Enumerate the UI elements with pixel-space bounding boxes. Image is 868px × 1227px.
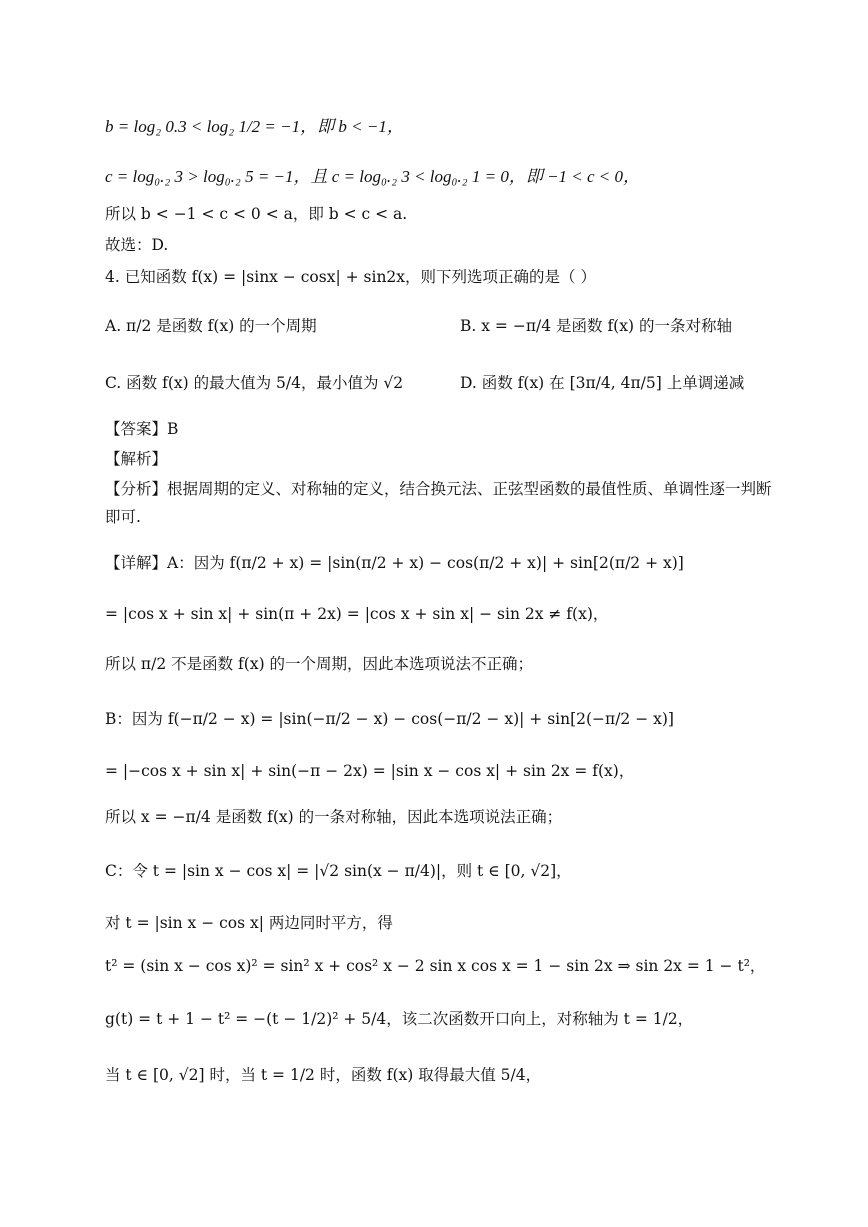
analysis-label: 【解析】 [105,450,168,468]
text-line: 当 t ∈ [0, √2] 时，当 t = 1/2 时，函数 f(x) 取得最大值 5/4， [105,1066,542,1084]
option-row [105,372,808,394]
text-line: c = log₀.₂ 3 > log₀.₂ 5 = −1，且 c = log₀.₂ 3 < log₀.₂ 1 = 0，即 −1 < c < 0， [105,167,641,186]
option-b: B. x = −π/4 是函数 f(x) 的一条对称轴 [460,317,732,335]
option-c: C. 函数 f(x) 的最大值为 5/4，最小值为 √2 [105,374,404,392]
text-line: 所以 π/2 不是函数 f(x) 的一个周期，因此本选项说法不正确； [105,655,534,673]
text-line: B：因为 f(−π/2 − x) = |sin(−π/2 − x) − cos(−π/2 − x)| + sin[2(−π/2 − x)] [105,710,674,728]
text-line: = |−cos x + sin x| + sin(−π − 2x) = |sin x − cos x| + sin 2x = f(x)， [105,762,635,780]
text-line: 所以 x = −π/4 是函数 f(x) 的一条对称轴，因此本选项说法正确； [105,808,563,826]
question-line: 4. 已知函数 f(x) = |sinx − cosx| + sin2x，则下列选项正确的是（ ） [105,268,596,286]
text-line: 故选：D. [105,236,169,254]
text-line: t² = (sin x − cos x)² = sin² x + cos² x − 2 sin x cos x = 1 − sin 2x ⇒ sin 2x = 1 − t²， [105,957,766,975]
text-line: = |cos x + sin x| + sin(π + 2x) = |cos x + sin x| − sin 2x ≠ f(x)， [105,605,609,623]
text-line: g(t) = t + 1 − t² = −(t − 1/2)² + 5/4，该二次函数开口向上，对称轴为 t = 1/2， [105,1010,694,1028]
text-line: 对 t = |sin x − cos x| 两边同时平方，得 [105,914,393,932]
option-a: A. π/2 是函数 f(x) 的一个周期 [105,317,317,335]
text-line: C：令 t = |sin x − cos x| = |√2 sin(x − π/4)|，则 t ∈ [0, √2]， [105,862,572,880]
text-line: 即可. [105,508,141,526]
option-d: D. 函数 f(x) 在 [3π/4, 4π/5] 上单调递减 [460,374,745,392]
text-line: 所以 b < −1 < c < 0 < a，即 b < c < a. [105,205,408,223]
text-line: 【详解】A：因为 f(π/2 + x) = |sin(π/2 + x) − cos(π/2 + x)| + sin[2(π/2 + x)] [105,554,684,572]
text-line: b = log₂ 0.3 < log₂ 1/2 = −1，即 b < −1， [105,117,404,136]
option-row [105,315,808,337]
text-line: 【分析】根据周期的定义、对称轴的定义，结合换元法、正弦型函数的最值性质、单调性逐一判断 [105,480,772,498]
answer-label: 【答案】B [105,420,179,438]
